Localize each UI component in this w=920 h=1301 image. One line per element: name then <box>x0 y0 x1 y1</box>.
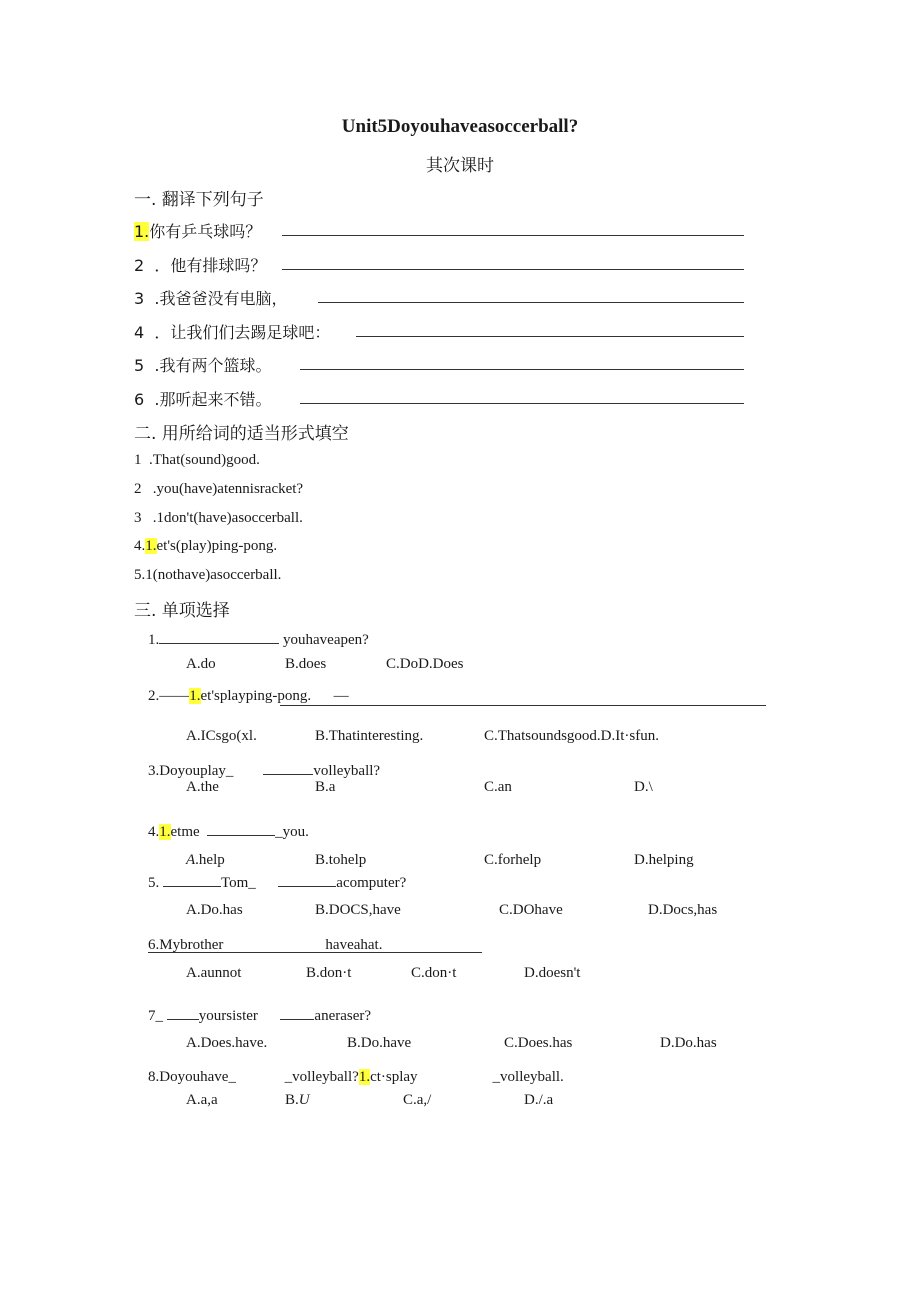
fill-item-2 <box>134 481 303 498</box>
answer-blank[interactable] <box>159 629 279 644</box>
section-1-heading: 一. 翻译下列句子 <box>134 190 264 210</box>
question-text: 7_ <box>148 1008 163 1024</box>
q5-option-d[interactable]: D.Docs,has <box>648 902 718 918</box>
question-3 <box>148 760 380 780</box>
item-text: .我有两个篮球。 <box>154 356 272 375</box>
fill-item-4 <box>134 538 277 555</box>
q8-option-b[interactable] <box>285 1092 310 1109</box>
q7-option-c[interactable]: C.Does.has <box>504 1035 573 1051</box>
option-text: U <box>298 1092 310 1108</box>
q7-option-d[interactable]: D.Do.has <box>660 1035 717 1051</box>
question-8 <box>148 1069 564 1086</box>
answer-line-3[interactable] <box>318 302 744 303</box>
translate-item-6 <box>134 387 271 410</box>
q3-option-d[interactable]: D.\ <box>634 779 653 795</box>
q5-option-c[interactable]: C.DOhave <box>499 902 563 918</box>
item-text: et's(play)ping-pong. <box>156 538 278 554</box>
item-text: .you(have)atennisracket? <box>152 481 304 497</box>
answer-blank[interactable] <box>163 872 221 887</box>
question-text: 4. <box>148 824 160 840</box>
question-text: 6.Mybrother <box>148 937 224 953</box>
item-text: .我爸爸没有电脑， <box>154 289 288 308</box>
highlight-mark: 1. <box>159 824 171 840</box>
question-text: ct·splay <box>370 1069 418 1085</box>
question-text: Tom_ <box>221 875 256 891</box>
q6-underline <box>148 952 482 953</box>
question-text: youhaveapen? <box>283 632 369 648</box>
q1-option-b[interactable]: B.does <box>285 656 327 672</box>
q8-option-a[interactable]: A.a,a <box>186 1092 218 1108</box>
question-4 <box>148 821 309 841</box>
question-2 <box>148 688 349 705</box>
q3-option-c[interactable]: C.an <box>484 779 512 795</box>
item-number: 5.1 <box>134 567 153 583</box>
question-7 <box>148 1005 371 1025</box>
fill-item-5 <box>134 567 281 584</box>
item-number: 1 <box>134 452 142 468</box>
q6-option-b[interactable]: B.don·t <box>306 965 352 981</box>
question-5 <box>148 872 406 892</box>
question-text: etme <box>170 824 200 840</box>
question-text: _volleyball. <box>492 1069 564 1085</box>
q5-option-b[interactable]: B.DOCS,have <box>315 902 401 918</box>
item-text: (nothave)asoccerball. <box>152 567 282 583</box>
q2-option-cd[interactable]: C.Thatsoundsgood.D.It·sfun. <box>484 728 659 744</box>
fill-item-3 <box>134 510 303 527</box>
question-text: 1. <box>148 632 160 648</box>
q6-option-d[interactable]: D.doesn't <box>524 965 581 981</box>
item-text: .1don't(have)asoccerball. <box>152 510 303 526</box>
answer-line-5[interactable] <box>300 369 744 370</box>
page-subtitle: 其次课时 <box>426 156 494 176</box>
question-text: 3.Doyouplay_ <box>148 763 234 779</box>
translate-item-3 <box>134 286 287 309</box>
item-text: .那听起来不错。 <box>154 390 272 409</box>
item-number: 2 <box>134 481 142 497</box>
translate-item-2 <box>134 253 266 276</box>
item-number: 1. <box>134 222 150 241</box>
item-number: 3 <box>134 289 145 308</box>
question-text: — <box>333 688 349 704</box>
item-number: 4. <box>134 538 146 554</box>
q1-option-a[interactable]: A.do <box>186 656 216 672</box>
item-text: 你有乒乓球吗？ <box>149 222 262 241</box>
answer-line-4[interactable] <box>356 336 744 337</box>
q4-option-a[interactable] <box>186 852 225 869</box>
answer-line-2[interactable] <box>282 269 744 270</box>
item-number: 3 <box>134 510 142 526</box>
answer-blank[interactable] <box>167 1005 199 1020</box>
question-text: volleyball? <box>313 763 381 779</box>
section-3-heading: 三. 单项选择 <box>134 601 230 621</box>
translate-item-4 <box>134 320 330 343</box>
question-text: _volleyball? <box>284 1069 359 1085</box>
translate-item-1 <box>134 219 261 242</box>
q4-option-b[interactable]: B.tohelp <box>315 852 367 868</box>
q6-option-c[interactable]: C.don·t <box>411 965 457 981</box>
item-text: ．让我们们去踢足球吧： <box>154 323 331 342</box>
answer-blank[interactable] <box>278 872 336 887</box>
q7-option-b[interactable]: B.Do.have <box>347 1035 412 1051</box>
q6-option-a[interactable]: A.aunnot <box>186 965 242 981</box>
highlight-mark: 1. <box>145 538 157 554</box>
translate-item-5 <box>134 353 271 376</box>
q2-option-b[interactable]: B.Thatinteresting. <box>315 728 424 744</box>
q2-option-a[interactable]: A.ICsgo(xl. <box>186 728 257 744</box>
answer-line-1[interactable] <box>282 235 744 236</box>
item-text: ．他有排球吗？ <box>154 256 267 275</box>
q5-option-a[interactable]: A.Do.has <box>186 902 243 918</box>
q3-option-b[interactable]: B.a <box>315 779 336 795</box>
question-text: 8.Doyouhave_ <box>148 1069 236 1085</box>
answer-blank[interactable] <box>223 935 325 949</box>
question-text: acomputer? <box>336 875 407 891</box>
question-text: et'splayping-pong. <box>200 688 312 704</box>
q8-option-c[interactable]: C.a,/ <box>403 1092 432 1108</box>
question-1 <box>148 629 369 649</box>
highlight-mark: 1. <box>189 688 201 704</box>
question-text: yoursister <box>198 1008 258 1024</box>
item-number: 6 <box>134 390 145 409</box>
item-number: 4 <box>134 323 145 342</box>
question-text: _you. <box>275 824 309 840</box>
q3-option-a[interactable]: A.the <box>186 779 219 795</box>
q8-option-d[interactable]: D./.a <box>524 1092 554 1108</box>
fill-item-1 <box>134 452 260 469</box>
option-text: .help <box>195 852 225 868</box>
question-text: 2.—— <box>148 688 190 704</box>
question-text: 5. <box>148 875 160 891</box>
q4-option-c[interactable]: C.forhelp <box>484 852 542 868</box>
q4-option-d[interactable]: D.helping <box>634 852 694 868</box>
section-2-heading: 二. 用所给词的适当形式填空 <box>134 424 349 444</box>
item-number: 5 <box>134 356 145 375</box>
option-letter: B. <box>285 1092 299 1108</box>
question-text: haveahat. <box>325 937 383 953</box>
highlight-mark: 1. <box>358 1069 371 1085</box>
q7-option-a[interactable]: A.Does.have. <box>186 1035 268 1051</box>
page-title: Unit5Doyouhaveasoccerball? <box>341 116 579 137</box>
option-letter: A <box>186 852 196 868</box>
answer-blank[interactable] <box>207 821 275 836</box>
item-number: 2 <box>134 256 145 275</box>
answer-blank[interactable] <box>263 760 313 775</box>
q1-option-cd[interactable]: C.DoD.Does <box>386 656 464 672</box>
item-text: .That(sound)good. <box>149 452 260 468</box>
q2-answer-line[interactable] <box>280 705 766 706</box>
answer-blank[interactable] <box>280 1005 314 1020</box>
question-text: aneraser? <box>314 1008 372 1024</box>
answer-line-6[interactable] <box>300 403 744 404</box>
